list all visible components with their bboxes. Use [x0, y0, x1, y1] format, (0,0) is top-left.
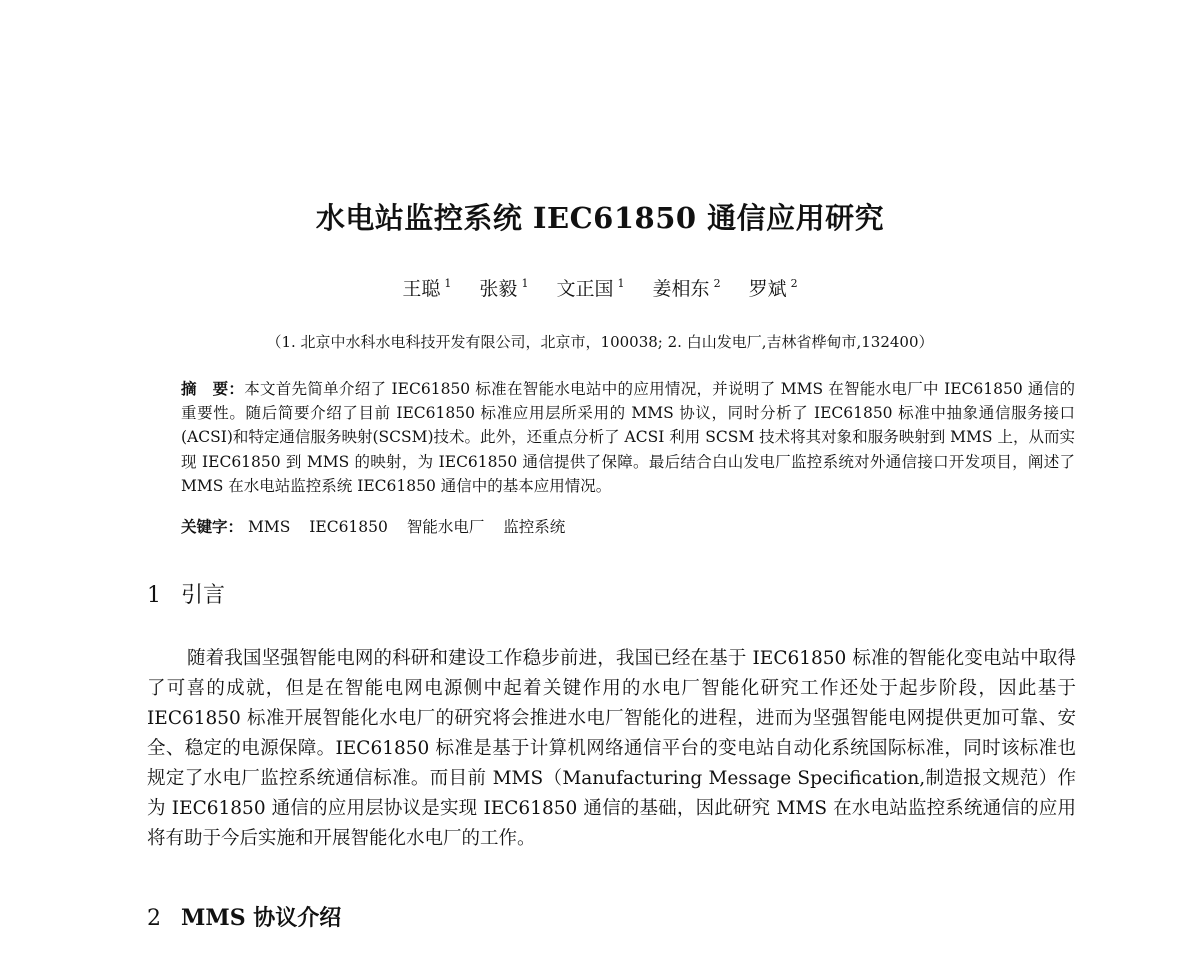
- author-name: 张毅: [479, 278, 518, 300]
- author-affiliation-mark: 1: [521, 277, 529, 290]
- author-affiliation-mark: 2: [790, 277, 798, 290]
- section-paragraph: 随着我国坚强智能电网的科研和建设工作稳步前进，我国已经在基于 IEC61850 标准的智能化变电站中取得了可喜的成就，但是在智能电网电源侧中起着关键作用的水电厂智能化研究工作还处于起步阶段，因此基于 IEC61850 标准开展智能化水电厂的研究将会推进水电厂智能化的进程，进而为坚强智能电网提供更加可靠、安全、稳定的电源保障。IEC61850 标准是基于计算机网络通信平台的变电站自动化系统国际标准，同时该标准也规定了水电厂监控系统通信标准。而目前 MMS（Manufacturing Message Specification,制造报文规范）作为 IEC61850 通信的应用层协议是实现 IEC61850 通信的基础，因此研究 MMS 在水电站监控系统通信的应用将有助于今后实施和开展智能化水电厂的工作。: [147, 648, 1076, 849]
- author-name: 文正国: [556, 278, 614, 300]
- abstract-text: 本文首先简单介绍了 IEC61850 标准在智能水电站中的应用情况，并说明了 MMS 在智能水电厂中 IEC61850 通信的重要性。随后简要介绍了目前 IEC61850 标准应用层所采用的 MMS 协议，同时分析了 IEC61850 标准中抽象通信服务接口(ACSI)和特定通信服务映射(SCSM)技术。此外，还重点分析了 ACSI 利用 SCSM 技术将其对象和服务映射到 MMS 上，从而实现 IEC61850 到 MMS 的映射，为 IEC61850 通信提供了保障。最后结合白山发电厂监控系统对外通信接口开发项目，阐述了 MMS 在水电站监控系统 IEC61850 通信中的基本应用情况。: [181, 380, 1075, 495]
- author-name: 姜相东: [652, 278, 710, 300]
- section-title: MMS 协议介绍: [181, 905, 342, 931]
- section-number: 2: [147, 906, 161, 931]
- keyword: MMS: [247, 518, 291, 536]
- author: [402, 270, 451, 303]
- author: [653, 270, 721, 303]
- section-heading: [147, 580, 225, 612]
- author-name: 王聪: [402, 278, 441, 300]
- affiliation: （1. 北京中水科水电科技开发有限公司，北京市，100038; 2. 白山发电厂,吉林省桦甸市,132400）: [266, 333, 934, 351]
- paper-title: 水电站监控系统 IEC61850 通信应用研究: [315, 201, 885, 235]
- keyword: IEC61850: [309, 518, 388, 536]
- author: [749, 270, 798, 303]
- author: [479, 270, 528, 303]
- section-number: 1: [147, 583, 161, 608]
- section-heading: [147, 902, 341, 935]
- author-list: [0, 270, 1200, 303]
- abstract-label: 摘 要：: [181, 379, 245, 398]
- author: [556, 270, 624, 303]
- abstract: [181, 377, 1075, 498]
- keyword: 监控系统: [503, 518, 566, 536]
- author-affiliation-mark: 1: [617, 277, 625, 290]
- section-title: 引言: [181, 583, 226, 608]
- keyword: 智能水电厂: [406, 518, 485, 536]
- author-name: 罗斌: [748, 278, 787, 300]
- keywords: [181, 515, 1075, 539]
- keywords-label: 关键字：: [181, 517, 244, 536]
- author-affiliation-mark: 1: [444, 277, 452, 290]
- author-affiliation-mark: 2: [713, 277, 721, 290]
